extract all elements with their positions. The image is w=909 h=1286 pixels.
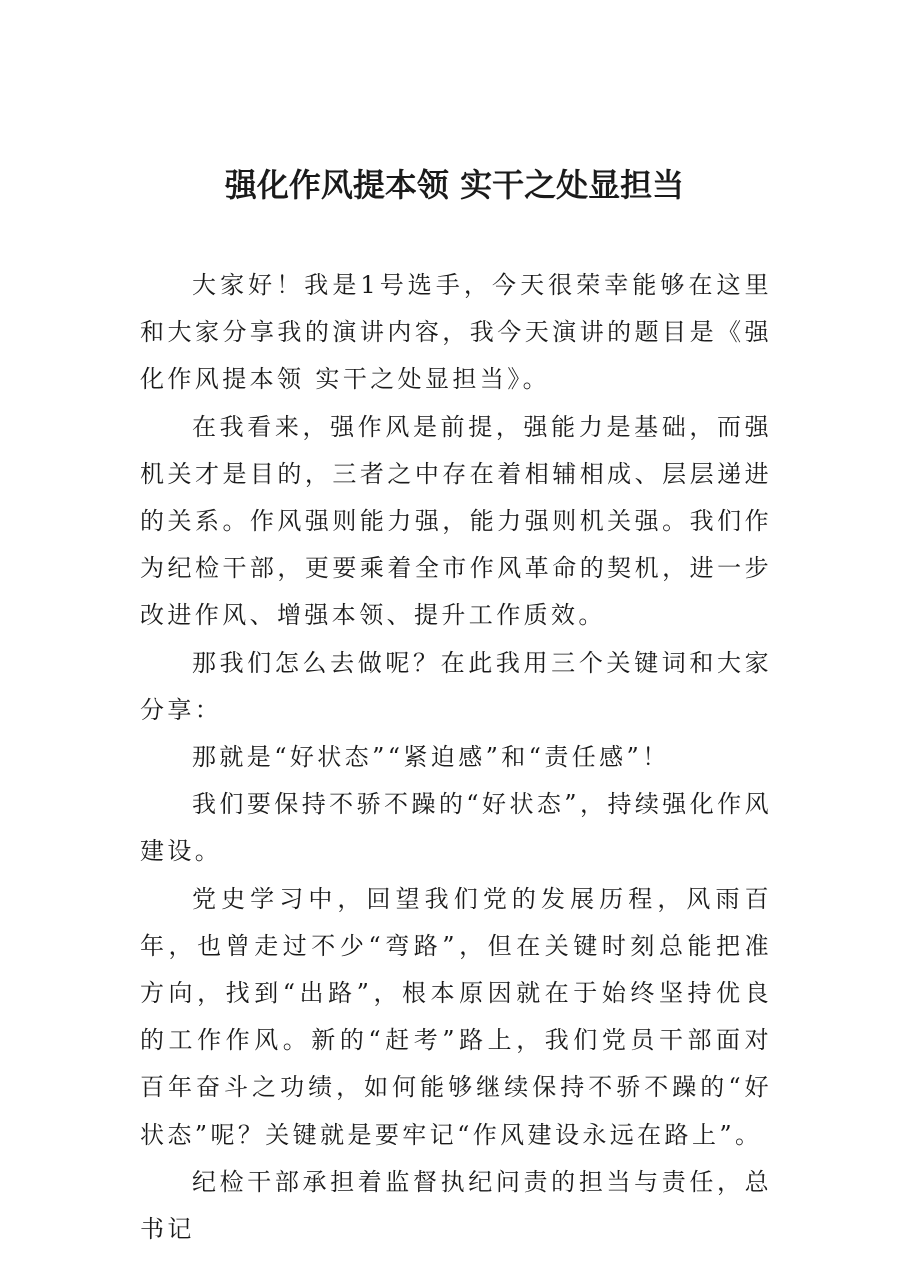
document-body (140, 262, 772, 1253)
paragraph-premise: 在我看来，强作风是前提，强能力是基础，而强机关才是目的，三者之中存在着相辅相成、层层递进的关系。作风强则能力强，能力强则机关强。我们作为纪检干部，更要乘着全市作风革命的契机，进一步改进作风、增强本领、提升工作质效。 (140, 412, 772, 630)
paragraph-party-history: 党史学习中，回望我们党的发展历程，风雨百年，也曾走过不少“弯路”，但在关键时刻总能把准方向，找到“出路”，根本原因就在于始终坚持优良的工作作风。新的“赶考”路上，我们党员干部面对百年奋斗之功绩，如何能够继续保持不骄不躁的“好状态”呢？关键就是要牢记“作风建设永远在路上”。 (140, 884, 772, 1149)
paragraph-discipline: 纪检干部承担着监督执纪问责的担当与责任，总书记 (140, 1167, 772, 1244)
paragraph-keywords: 那就是“好状态”“紧迫感”和“责任感”！ (192, 743, 670, 772)
paragraph-question: 那我们怎么去做呢？在此我用三个关键词和大家分享： (140, 648, 772, 724)
document-title: 强化作风提本领 实干之处显担当 (224, 166, 685, 204)
paragraph-good-state: 我们要保持不骄不躁的“好状态”，持续强化作风建设。 (140, 790, 772, 866)
paragraph-greeting: 大家好！我是1号选手，今天很荣幸能够在这里和大家分享我的演讲内容，我今天演讲的题目是《强化作风提本领 实干之处显担当》。 (140, 271, 772, 394)
